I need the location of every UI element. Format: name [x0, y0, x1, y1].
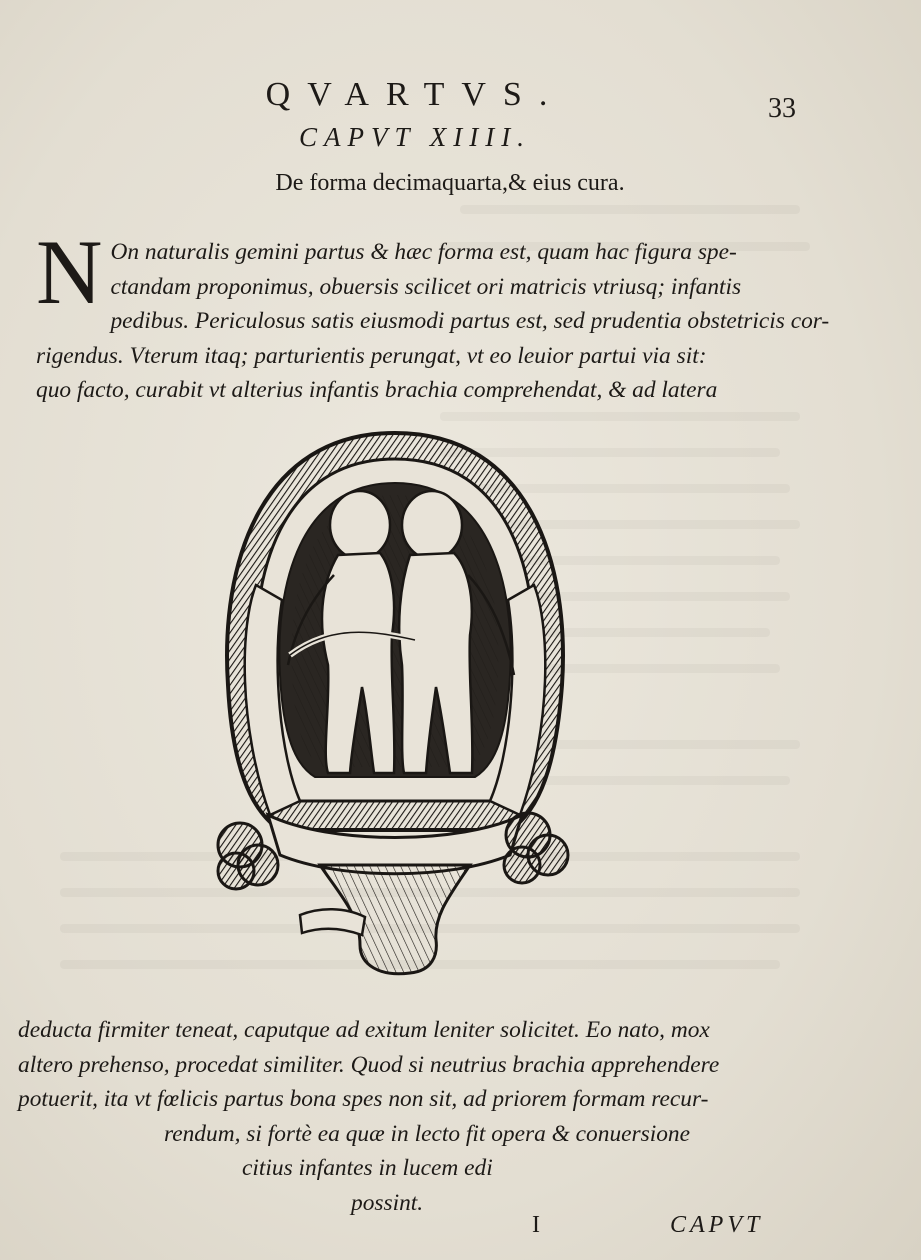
text-line: deducta firmiter teneat, caputque ad exitum leniter solicitet. Eo nato, mox [18, 1017, 710, 1043]
text-line: ctandam proponimus, obuersis scilicet ori matricis vtriusq; infantis [110, 273, 742, 300]
catchword: CAPVT [670, 1212, 764, 1238]
signature-mark: I [532, 1212, 540, 1238]
text-line: possint. [351, 1189, 424, 1216]
chapter-title: De forma decimaquarta,& eius cura. [275, 170, 625, 196]
text-line: On naturalis gemini partus & hæc forma est, quam hac figura spe- [110, 239, 737, 265]
running-head: QVARTVS. [265, 76, 565, 113]
text-line: rigendus. Vterum itaq; parturientis perungat, vt eo leuior partui via sit: [36, 342, 707, 369]
text-line: quo facto, curabit vt alterius infantis brachia comprehendat, & ad latera [36, 377, 718, 403]
chapter-heading: CAPVT XIIII. [299, 122, 531, 152]
text-line: potuerit, ita vt fœlicis partus bona spes non sit, ad priorem formam recur- [18, 1086, 709, 1112]
page-number: 33 [768, 93, 796, 124]
ovary-left [218, 823, 278, 889]
text-line: altero prehenso, procedat similiter. Quod si neutrius brachia apprehendere [18, 1051, 720, 1078]
body-text-bottom [18, 1013, 778, 1220]
drop-cap-initial: N [36, 221, 103, 323]
woodcut-illustration [210, 425, 580, 985]
ovary-right [504, 813, 568, 883]
text-line: pedibus. Periculosus satis eiusmodi partus est, sed prudentia obstetricis cor- [110, 308, 830, 334]
body-text-top [36, 221, 836, 408]
text-line: rendum, si fortè ea quæ in lecto fit opera & conuersione [164, 1120, 691, 1147]
text-line: citius infantes in lucem edi [242, 1155, 493, 1181]
